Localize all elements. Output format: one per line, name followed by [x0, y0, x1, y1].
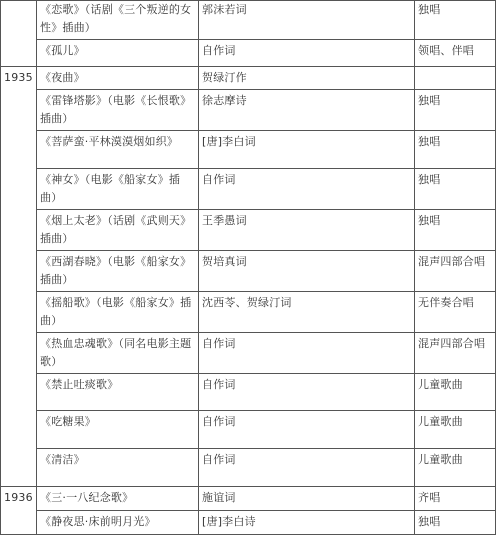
author-cell: 徐志摩诗	[199, 90, 415, 131]
author-cell: 自作词	[199, 374, 415, 411]
form-cell: 无伴奏合唱	[415, 292, 496, 333]
table-row	[1, 333, 496, 374]
table-row	[1, 511, 496, 535]
table-row	[1, 449, 496, 487]
author-cell: 自作词	[199, 449, 415, 487]
title-cell: 《菩萨蛮·平林漠漠烟如织》	[37, 131, 199, 169]
author-cell: 贺绿汀作	[199, 67, 415, 90]
table-row	[1, 374, 496, 411]
form-cell: 混声四部合唱	[415, 251, 496, 292]
title-cell: 《清洁》	[37, 449, 199, 487]
title-cell: 《禁止吐痰歌》	[37, 374, 199, 411]
table-row	[1, 67, 496, 90]
form-cell: 独唱	[415, 511, 496, 535]
title-cell: 《热血忠魂歌》（同名电影主题歌）	[37, 333, 199, 374]
form-cell: 齐唱	[415, 487, 496, 511]
table-row	[1, 411, 496, 449]
table-row	[1, 1, 496, 40]
author-cell: [唐]李白词	[199, 131, 415, 169]
title-cell: 《静夜思·床前明月光》	[37, 511, 199, 535]
author-cell: [唐]李白诗	[199, 511, 415, 535]
table-row	[1, 251, 496, 292]
author-cell: 贺培真词	[199, 251, 415, 292]
title-cell: 《吃糖果》	[37, 411, 199, 449]
author-cell: 自作词	[199, 333, 415, 374]
author-cell: 自作词	[199, 40, 415, 67]
title-cell: 《孤儿》	[37, 40, 199, 67]
table-row	[1, 210, 496, 251]
form-cell: 儿童歌曲	[415, 449, 496, 487]
author-cell: 王季愚词	[199, 210, 415, 251]
table-row	[1, 169, 496, 210]
author-cell: 自作词	[199, 411, 415, 449]
table-row	[1, 487, 496, 511]
form-cell: 独唱	[415, 169, 496, 210]
author-cell: 自作词	[199, 169, 415, 210]
author-cell: 沈西苓、贺绿汀词	[199, 292, 415, 333]
title-cell: 《烟上太老》（话剧《武则天》插曲）	[37, 210, 199, 251]
year-cell: 1936	[1, 487, 37, 535]
form-cell: 独唱	[415, 131, 496, 169]
title-cell: 《摇船歌》（电影《船家女》插曲）	[37, 292, 199, 333]
year-cell: 1935	[1, 67, 37, 487]
title-cell: 《西湖春晓》（电影《船家女》插曲）	[37, 251, 199, 292]
table-row	[1, 131, 496, 169]
title-cell: 《雷锋塔影》（电影《长恨歌》插曲）	[37, 90, 199, 131]
form-cell: 领唱、伴唱	[415, 40, 496, 67]
table-row	[1, 90, 496, 131]
title-cell: 《夜曲》	[37, 67, 199, 90]
author-cell: 郭沫若词	[199, 1, 415, 40]
title-cell: 《恋歌》（话剧《三个叛逆的女性》插曲）	[37, 1, 199, 40]
form-cell: 独唱	[415, 90, 496, 131]
table-row	[1, 292, 496, 333]
title-cell: 《三·一八纪念歌》	[37, 487, 199, 511]
form-cell: 儿童歌曲	[415, 411, 496, 449]
form-cell: 儿童歌曲	[415, 374, 496, 411]
form-cell	[415, 67, 496, 90]
table-row	[1, 40, 496, 67]
author-cell: 施谊词	[199, 487, 415, 511]
title-cell: 《神女》（电影《船家女》插曲）	[37, 169, 199, 210]
form-cell: 混声四部合唱	[415, 333, 496, 374]
form-cell: 独唱	[415, 210, 496, 251]
year-cell	[1, 1, 37, 67]
form-cell: 独唱	[415, 1, 496, 40]
